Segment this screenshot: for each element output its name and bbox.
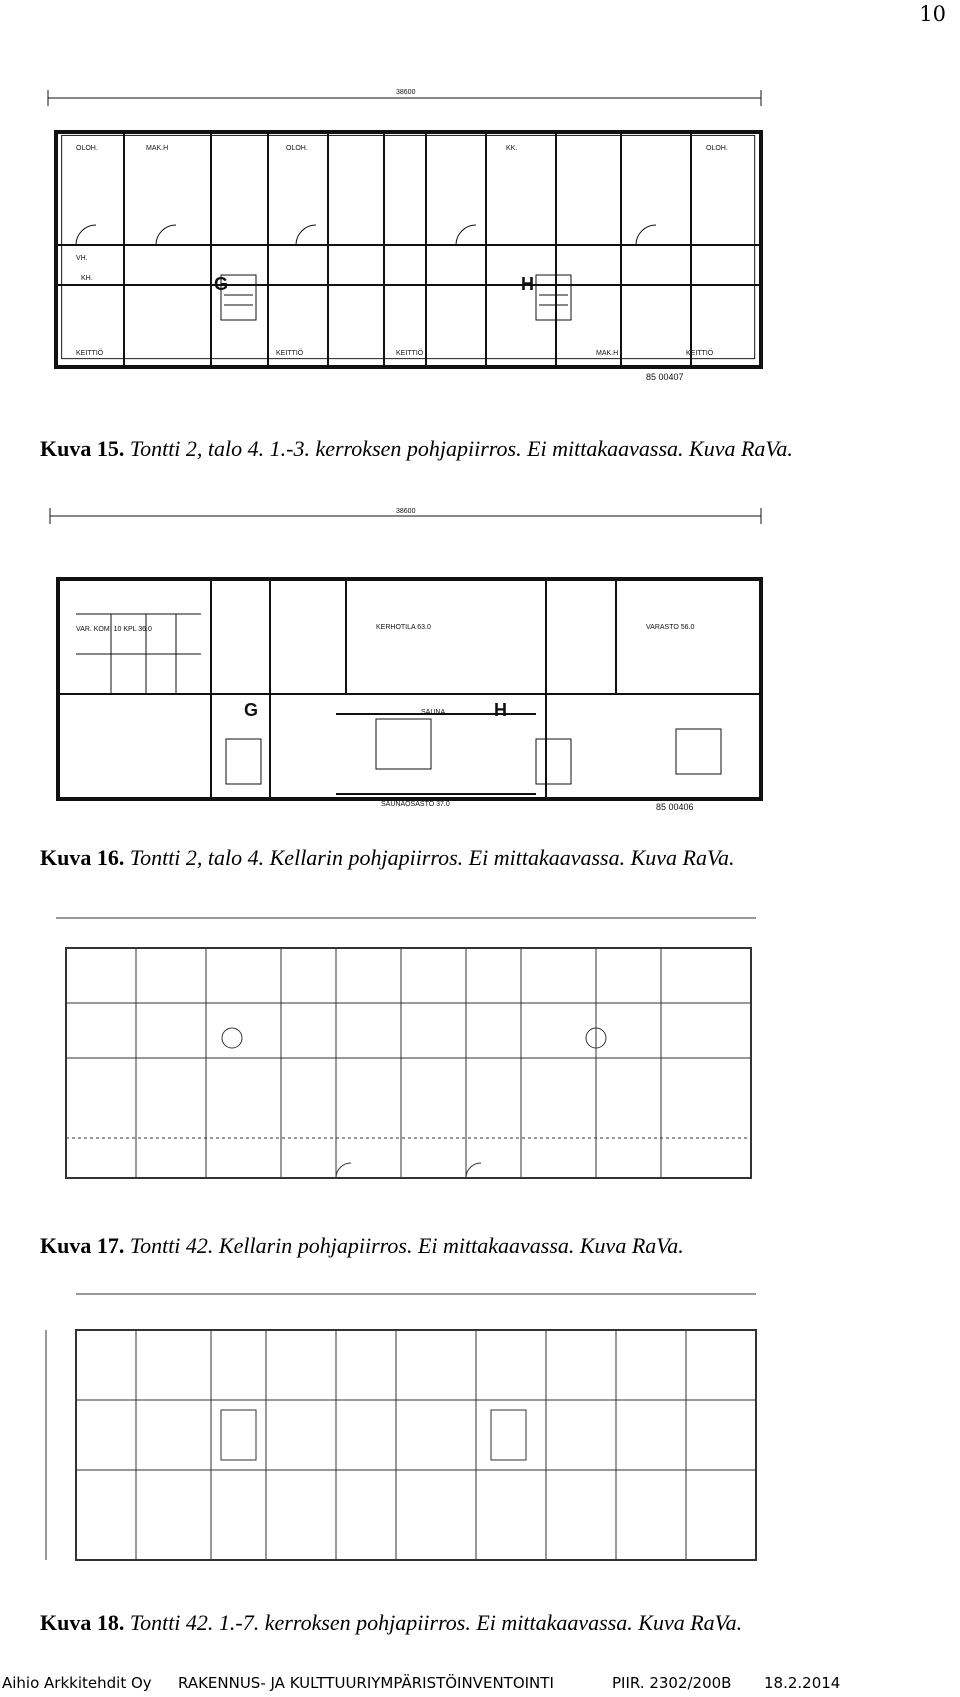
svg-text:38600: 38600 [396, 508, 416, 515]
svg-text:85 00407: 85 00407 [646, 372, 684, 382]
svg-text:SAUNAOSASTO 37.0: SAUNAOSASTO 37.0 [381, 801, 450, 808]
page-number: 10 [919, 2, 946, 26]
svg-text:OLOH.: OLOH. [286, 145, 308, 152]
floor-plan-drawing [36, 1290, 771, 1570]
svg-text:KEITTIÖ: KEITTIÖ [276, 350, 304, 357]
stair-label-g: G [214, 274, 229, 294]
floor-plan-figure-15 [36, 80, 771, 425]
caption-figure-17: Kuva 17. Tontti 42. Kellarin pohjapiirros. Ei mittakaavassa. Kuva RaVa. [40, 1233, 684, 1258]
svg-text:VH.: VH. [76, 255, 88, 262]
svg-text:MAK.H: MAK.H [146, 145, 169, 152]
svg-text:VARASTO 56.0: VARASTO 56.0 [646, 624, 695, 631]
footer-drawing: PIIR. 2302/200B [612, 1674, 732, 1692]
floor-plan-figure-17 [36, 908, 771, 1190]
svg-text:KEITTIÖ: KEITTIÖ [396, 350, 424, 357]
svg-text:KH.: KH. [81, 275, 93, 282]
plan-dimension: 38600 [396, 89, 416, 96]
svg-text:KK.: KK. [506, 145, 518, 152]
svg-text:KEITTIÖ: KEITTIÖ [76, 350, 104, 357]
floor-plan-drawing [36, 908, 771, 1190]
svg-text:SAUNA: SAUNA [421, 709, 446, 716]
svg-text:KERHOTILA 63.0: KERHOTILA 63.0 [376, 624, 431, 631]
footer-project: RAKENNUS- JA KULTTUURIYMPÄRISTÖINVENTOINTI [178, 1674, 554, 1692]
footer-company: Aihio Arkkitehdit Oy [2, 1674, 152, 1692]
svg-text:85 00406: 85 00406 [656, 802, 694, 812]
caption-figure-18: Kuva 18. Tontti 42. 1.-7. kerroksen pohjapiirros. Ei mittakaavassa. Kuva RaVa. [40, 1610, 743, 1635]
svg-text:G: G [244, 700, 259, 720]
floor-plan-drawing [36, 80, 771, 425]
caption-figure-16: Kuva 16. Tontti 2, talo 4. Kellarin pohjapiirros. Ei mittakaavassa. Kuva RaVa. [40, 845, 735, 870]
svg-text:OLOH.: OLOH. [76, 145, 98, 152]
floor-plan-figure-18 [36, 1290, 771, 1570]
floor-plan-figure-16 [36, 504, 771, 829]
svg-text:H: H [494, 700, 507, 720]
svg-text:OLOH.: OLOH. [706, 145, 728, 152]
stair-label-h: H [521, 274, 534, 294]
svg-text:MAK.H: MAK.H [596, 350, 619, 357]
svg-text:KEITTIÖ: KEITTIÖ [686, 350, 714, 357]
footer-date: 18.2.2014 [764, 1674, 841, 1692]
caption-figure-15: Kuva 15. Tontti 2, talo 4. 1.-3. kerroksen pohjapiirros. Ei mittakaavassa. Kuva RaVa. [40, 436, 793, 461]
floor-plan-drawing [36, 504, 771, 829]
svg-text:VAR. KOM. 10 KPL 36.0: VAR. KOM. 10 KPL 36.0 [76, 626, 152, 633]
